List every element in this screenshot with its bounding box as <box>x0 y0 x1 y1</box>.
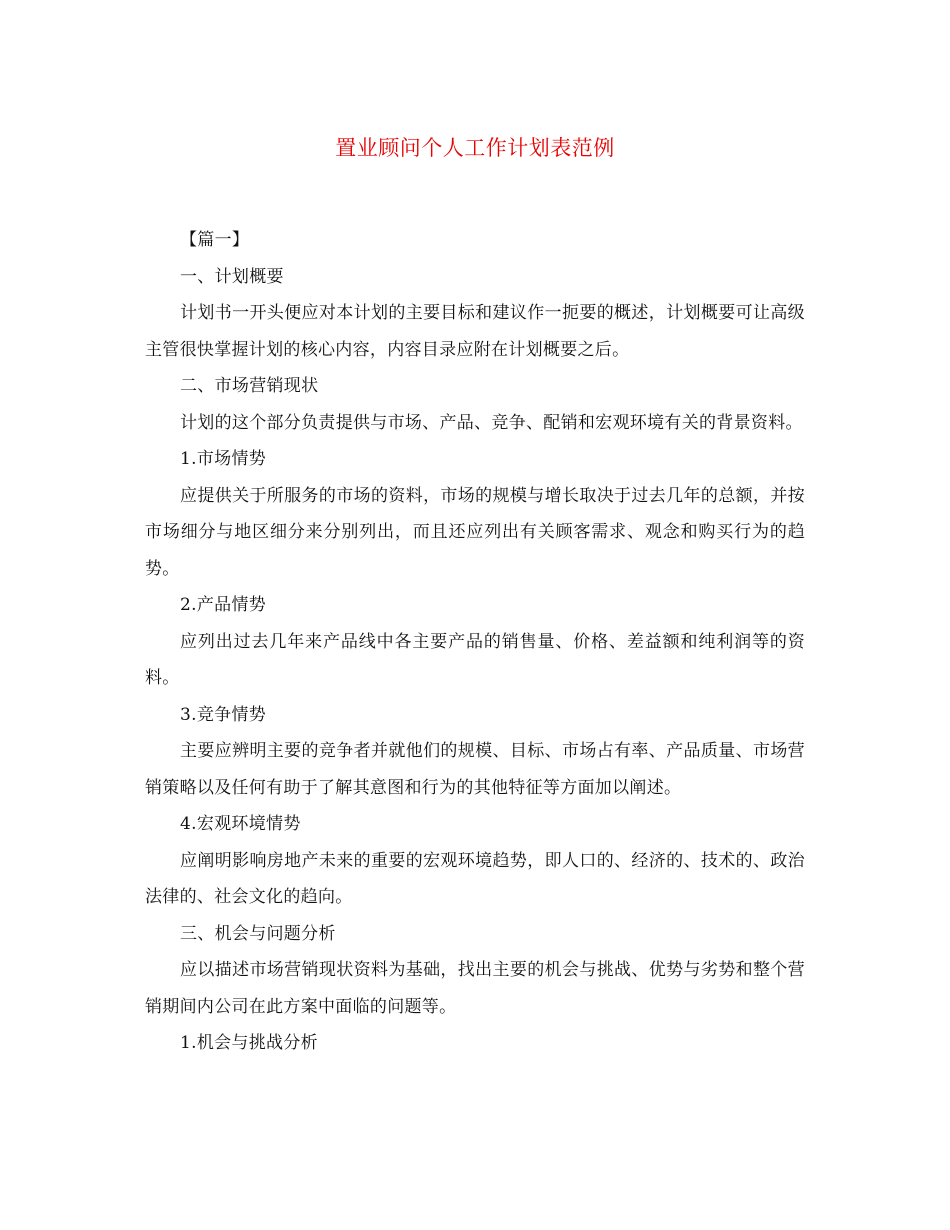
subsection-heading: 1.市场情势 <box>180 449 267 469</box>
document-body <box>145 222 805 1062</box>
section-heading: 二、市场营销现状 <box>180 376 319 396</box>
paragraph: 【篇一】 <box>180 230 250 250</box>
subsection-heading: 1.机会与挑战分析 <box>180 1033 318 1053</box>
paragraph: 主要应辨明主要的竞争者并就他们的规模、目标、市场占有率、产品质量、市场营销策略以及任何有助于了解其意图和行为的其他特征等方面加以阐述。 <box>145 741 805 798</box>
paragraph: 应阐明影响房地产未来的重要的宏观环境趋势，即人口的、经济的、技术的、政治法律的、社会文化的趋向。 <box>145 850 805 907</box>
subsection-heading: 4.宏观环境情势 <box>180 814 301 834</box>
subsection-heading: 3.竞争情势 <box>180 704 267 725</box>
paragraph: 应以描述市场营销现状资料为基础，找出主要的机会与挑战、优势与劣势和整个营销期间内公司在此方案中面临的问题等。 <box>145 960 805 1017</box>
paragraph: 应列出过去几年来产品线中各主要产品的销售量、价格、差益额和纯利润等的资料。 <box>145 631 805 688</box>
page-title: 置业顾问个人工作计划表范例 <box>335 136 615 160</box>
section-heading: 三、机会与问题分析 <box>180 923 336 944</box>
section-heading: 一、计划概要 <box>180 266 284 287</box>
paragraph: 计划的这个部分负责提供与市场、产品、竞争、配销和宏观环境有关的背景资料。 <box>180 412 803 433</box>
paragraph: 计划书一开头便应对本计划的主要目标和建议作一扼要的概述，计划概要可让高级主管很快掌握计划的核心内容，内容目录应附在计划概要之后。 <box>145 303 805 360</box>
subsection-heading: 2.产品情势 <box>180 595 267 615</box>
paragraph: 应提供关于所服务的市场的资料，市场的规模与增长取决于过去几年的总额，并按市场细分与地区细分来分别列出，而且还应列出有关顾客需求、观念和购买行为的趋势。 <box>145 485 805 579</box>
